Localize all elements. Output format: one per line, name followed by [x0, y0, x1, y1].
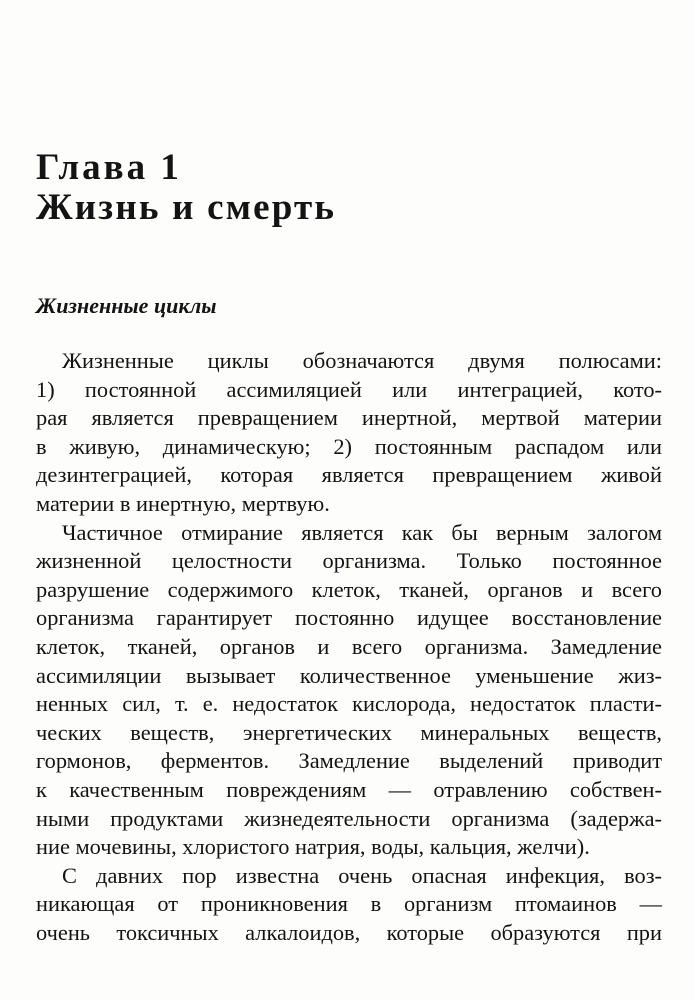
section-heading: Жизненные циклы [36, 293, 217, 318]
text-line: очень токсичных алкалоидов, которые образуются при [36, 919, 662, 945]
text-line: ассимиляции вызывает количественное уменьшение жиз- [36, 662, 662, 688]
text-line: жизненной целостности организма. Только постоянное [36, 548, 662, 574]
text-line: организма гарантирует постоянно идущее восстановление [36, 605, 662, 631]
text-line: ными продуктами жизнедеятельности организма (задержа- [36, 805, 662, 831]
text-line: 1) постоянной ассимиляцией или интеграцией, кото- [36, 376, 662, 402]
text-line: материи в инертную, мертвую. [36, 490, 330, 516]
text-line: Частичное отмирание является как бы верным залогом [62, 519, 662, 545]
text-line: ненных сил, т. е. недостаток кислорода, недостаток пласти- [36, 691, 662, 717]
text-line: разрушение содержимого клеток, тканей, органов и всего [36, 576, 662, 602]
text-line: ние мочевины, хлористого натрия, воды, кальция, желчи). [36, 834, 590, 860]
text-line: С давних пор известна очень опасная инфекция, воз- [62, 862, 662, 888]
text-line: в живую, динамическую; 2) постоянным распадом или [36, 433, 662, 459]
body-text [36, 347, 662, 947]
text-line: клеток, тканей, органов и всего организма. Замедление [36, 633, 662, 659]
text-line: гормонов, ферментов. Замедление выделений приводит [36, 748, 662, 774]
text-line: Жизненные циклы обозначаются двумя полюсами: [62, 348, 662, 373]
text-line: рая является превращением инертной, мертвой материи [36, 405, 662, 431]
text-line: никающая от проникновения в организм птомаинов — [36, 891, 662, 917]
chapter-title: Жизнь и смерть [36, 187, 337, 228]
chapter-label: Глава 1 [36, 147, 182, 188]
text-line: к качественным повреждениям — отравлению собствен- [36, 776, 662, 802]
text-line: дезинтеграцией, которая является превращением живой [36, 462, 662, 488]
text-line: ческих веществ, энергетических минеральных веществ, [36, 719, 662, 745]
